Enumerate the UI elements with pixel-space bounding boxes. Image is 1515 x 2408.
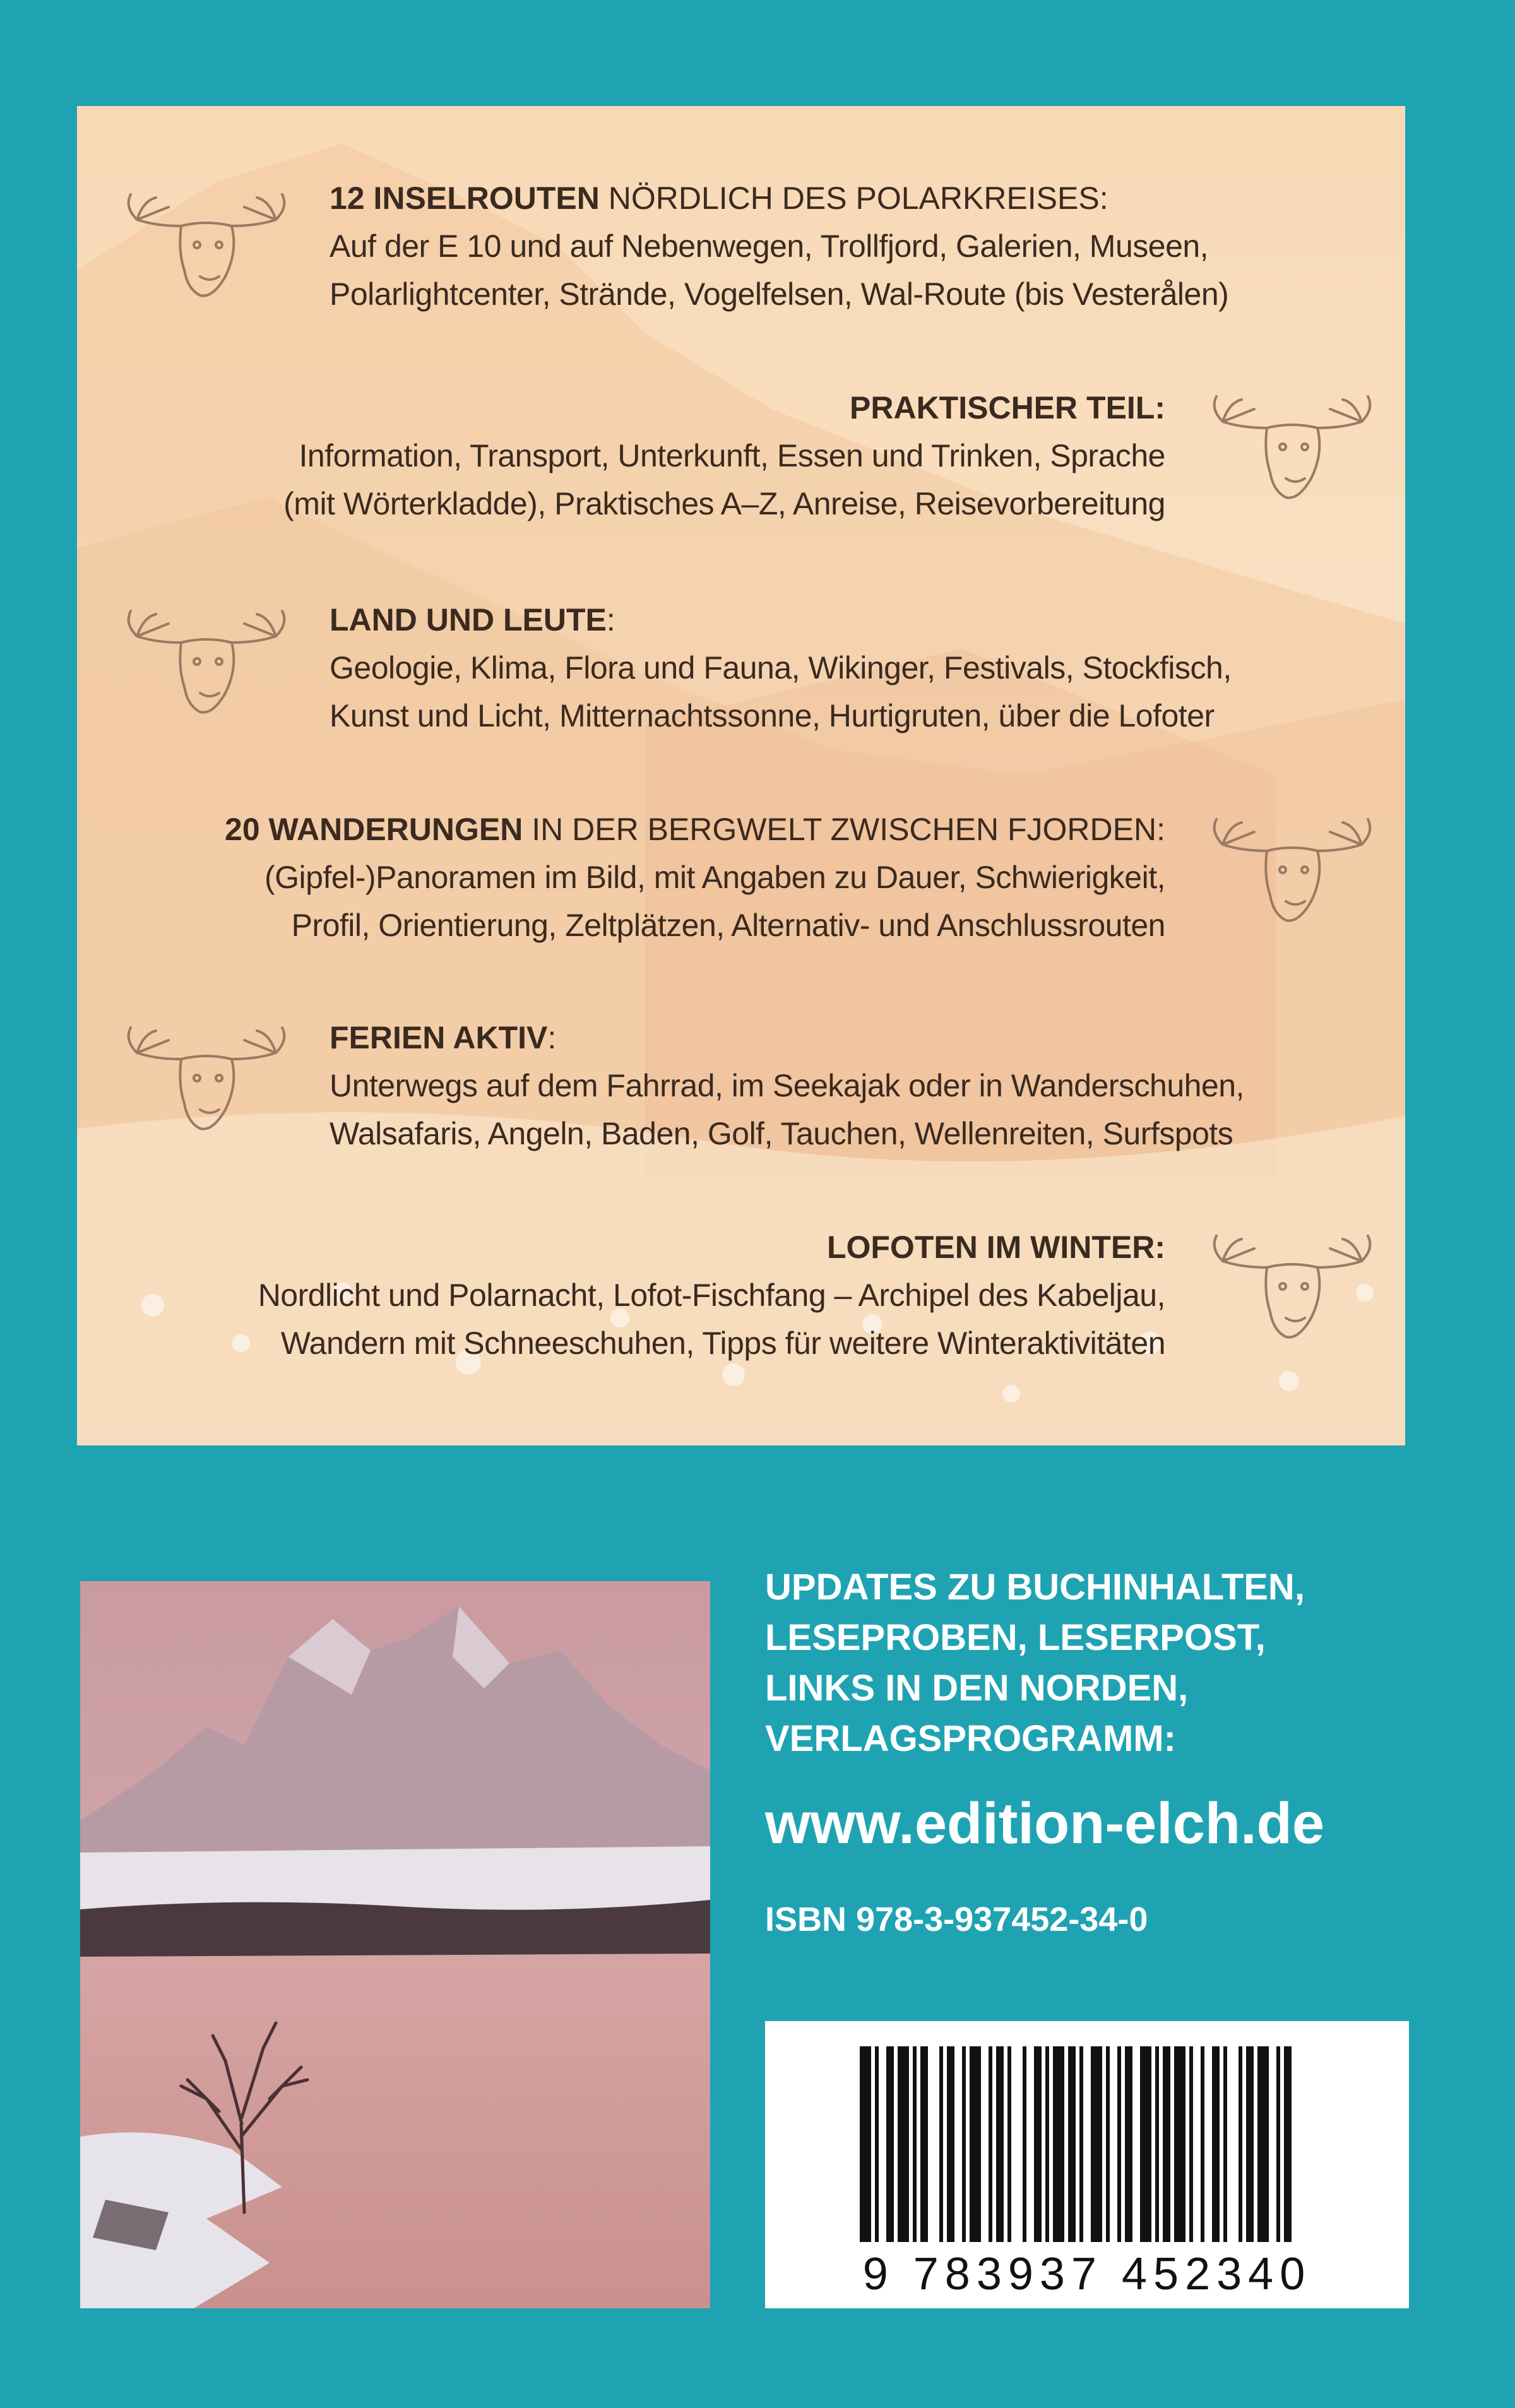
barcode-bar [1140,2046,1151,2242]
section-line: (mit Wörterkladde), Praktisches A–Z, Anreise, Reisevorbereitung [283,486,1165,521]
barcode-bars [765,2021,1409,2255]
barcode-bar [875,2046,879,2242]
content-panel [77,106,1405,1445]
barcode-bar [1246,2046,1254,2242]
barcode-bar [1125,2046,1132,2242]
moose-head-icon [112,1015,301,1141]
section-hikes [225,805,1165,949]
barcode-bar [1212,2046,1220,2242]
section-line: Unterwegs auf dem Fahrrad, im Seekajak oder in Wanderschuhen, [330,1068,1244,1103]
section-line: Geologie, Klima, Flora und Fauna, Wikinger, Festivals, Stockfisch, [330,650,1232,685]
barcode-bar [1201,2046,1204,2242]
isbn-text: ISBN 978-3-937452-34-0 [765,1901,1148,1938]
section-winter [258,1223,1165,1367]
section-heading: PRAKTISCHER TEIL: [850,390,1165,425]
moose-head-icon [1197,384,1387,510]
info-block [765,1562,1324,1939]
section-land-people [330,596,1232,740]
barcode-bar [1155,2046,1159,2242]
section-heading: FERIEN AKTIV: [330,1020,557,1055]
barcode-bar [1189,2046,1193,2242]
barcode-bar [996,2046,1004,2242]
barcode-bar [1045,2046,1049,2242]
barcode-bar [1223,2046,1227,2242]
barcode-bar [939,2046,943,2242]
section-line: Polarlightcenter, Strände, Vogelfelsen, Wal-Route (bis Vesterålen) [330,276,1229,312]
section-island-routes [330,174,1228,318]
barcode-bar [1239,2046,1242,2242]
website-link[interactable]: www.edition-elch.de [765,1791,1324,1856]
section-line: Walsafaris, Angeln, Baden, Golf, Tauchen, Wellenreiten, Surfspots [330,1116,1233,1151]
barcode-bar [1053,2046,1064,2242]
section-heading: LOFOTEN IM WINTER: [826,1230,1165,1265]
section-line: Profil, Orientierung, Zeltplätzen, Alternativ- und Anschlussrouten [291,908,1165,943]
section-practical [283,384,1165,528]
section-line: Auf der E 10 und auf Nebenwegen, Trollfjord, Galerien, Museen, [330,228,1209,264]
barcode-bar [1276,2046,1280,2242]
barcode-bar [1091,2046,1102,2242]
section-heading: 20 WANDERUNGEN IN DER BERGWELT ZWISCHEN FJORDEN: [225,812,1165,847]
updates-line: LINKS IN DEN NORDEN, [765,1668,1189,1709]
barcode-bar [962,2046,966,2242]
barcode-bar [1174,2046,1185,2242]
barcode-bar [1284,2046,1292,2242]
barcode [765,2021,1409,2308]
barcode-bar [1034,2046,1042,2242]
barcode-bar [1007,2046,1011,2242]
section-heading: 12 INSELROUTEN NÖRDLICH DES POLARKREISES: [330,181,1108,216]
section-heading: LAND UND LEUTE: [330,602,615,638]
section-line: Kunst und Licht, Mitternachtssonne, Hurtigruten, über die Lofoter [330,698,1215,733]
updates-line: UPDATES ZU BUCHINHALTEN, [765,1567,1305,1608]
barcode-bar [1068,2046,1076,2242]
updates-line: VERLAGSPROGRAMM: [765,1718,1176,1759]
barcode-digits: 9 783937 452340 [862,2249,1312,2299]
barcode-bar [913,2046,917,2242]
moose-head-icon [112,598,301,725]
barcode-bar [947,2046,954,2242]
barcode-bar [1257,2046,1269,2242]
barcode-bar [970,2046,981,2242]
barcode-bar [1117,2046,1121,2242]
moose-head-icon [1197,807,1387,933]
barcode-bar [1163,2046,1170,2242]
moose-head-icon [112,182,301,308]
winter-landscape-photo [80,1581,710,2308]
barcode-bar [1023,2046,1026,2242]
section-line: Wandern mit Schneeschuhen, Tipps für weitere Winteraktivitäten [280,1326,1165,1361]
barcode-bar [920,2046,928,2242]
barcode-bar [1079,2046,1083,2242]
updates-line: LESEPROBEN, LESERPOST, [765,1617,1266,1658]
barcode-bar [1106,2046,1110,2242]
section-line: (Gipfel-)Panoramen im Bild, mit Angaben zu Dauer, Schwierigkeit, [264,860,1165,895]
section-line: Nordlicht und Polarnacht, Lofot-Fischfang – Archipel des Kabeljau, [258,1278,1165,1313]
barcode-bar [886,2046,894,2242]
landscape-illustration [80,1581,710,2308]
section-line: Information, Transport, Unterkunft, Essen und Trinken, Sprache [299,438,1165,473]
moose-head-icon [1197,1223,1387,1349]
barcode-bar [898,2046,909,2242]
barcode-bar [860,2046,871,2242]
section-active-holidays [330,1014,1244,1158]
barcode-bar [989,2046,992,2242]
